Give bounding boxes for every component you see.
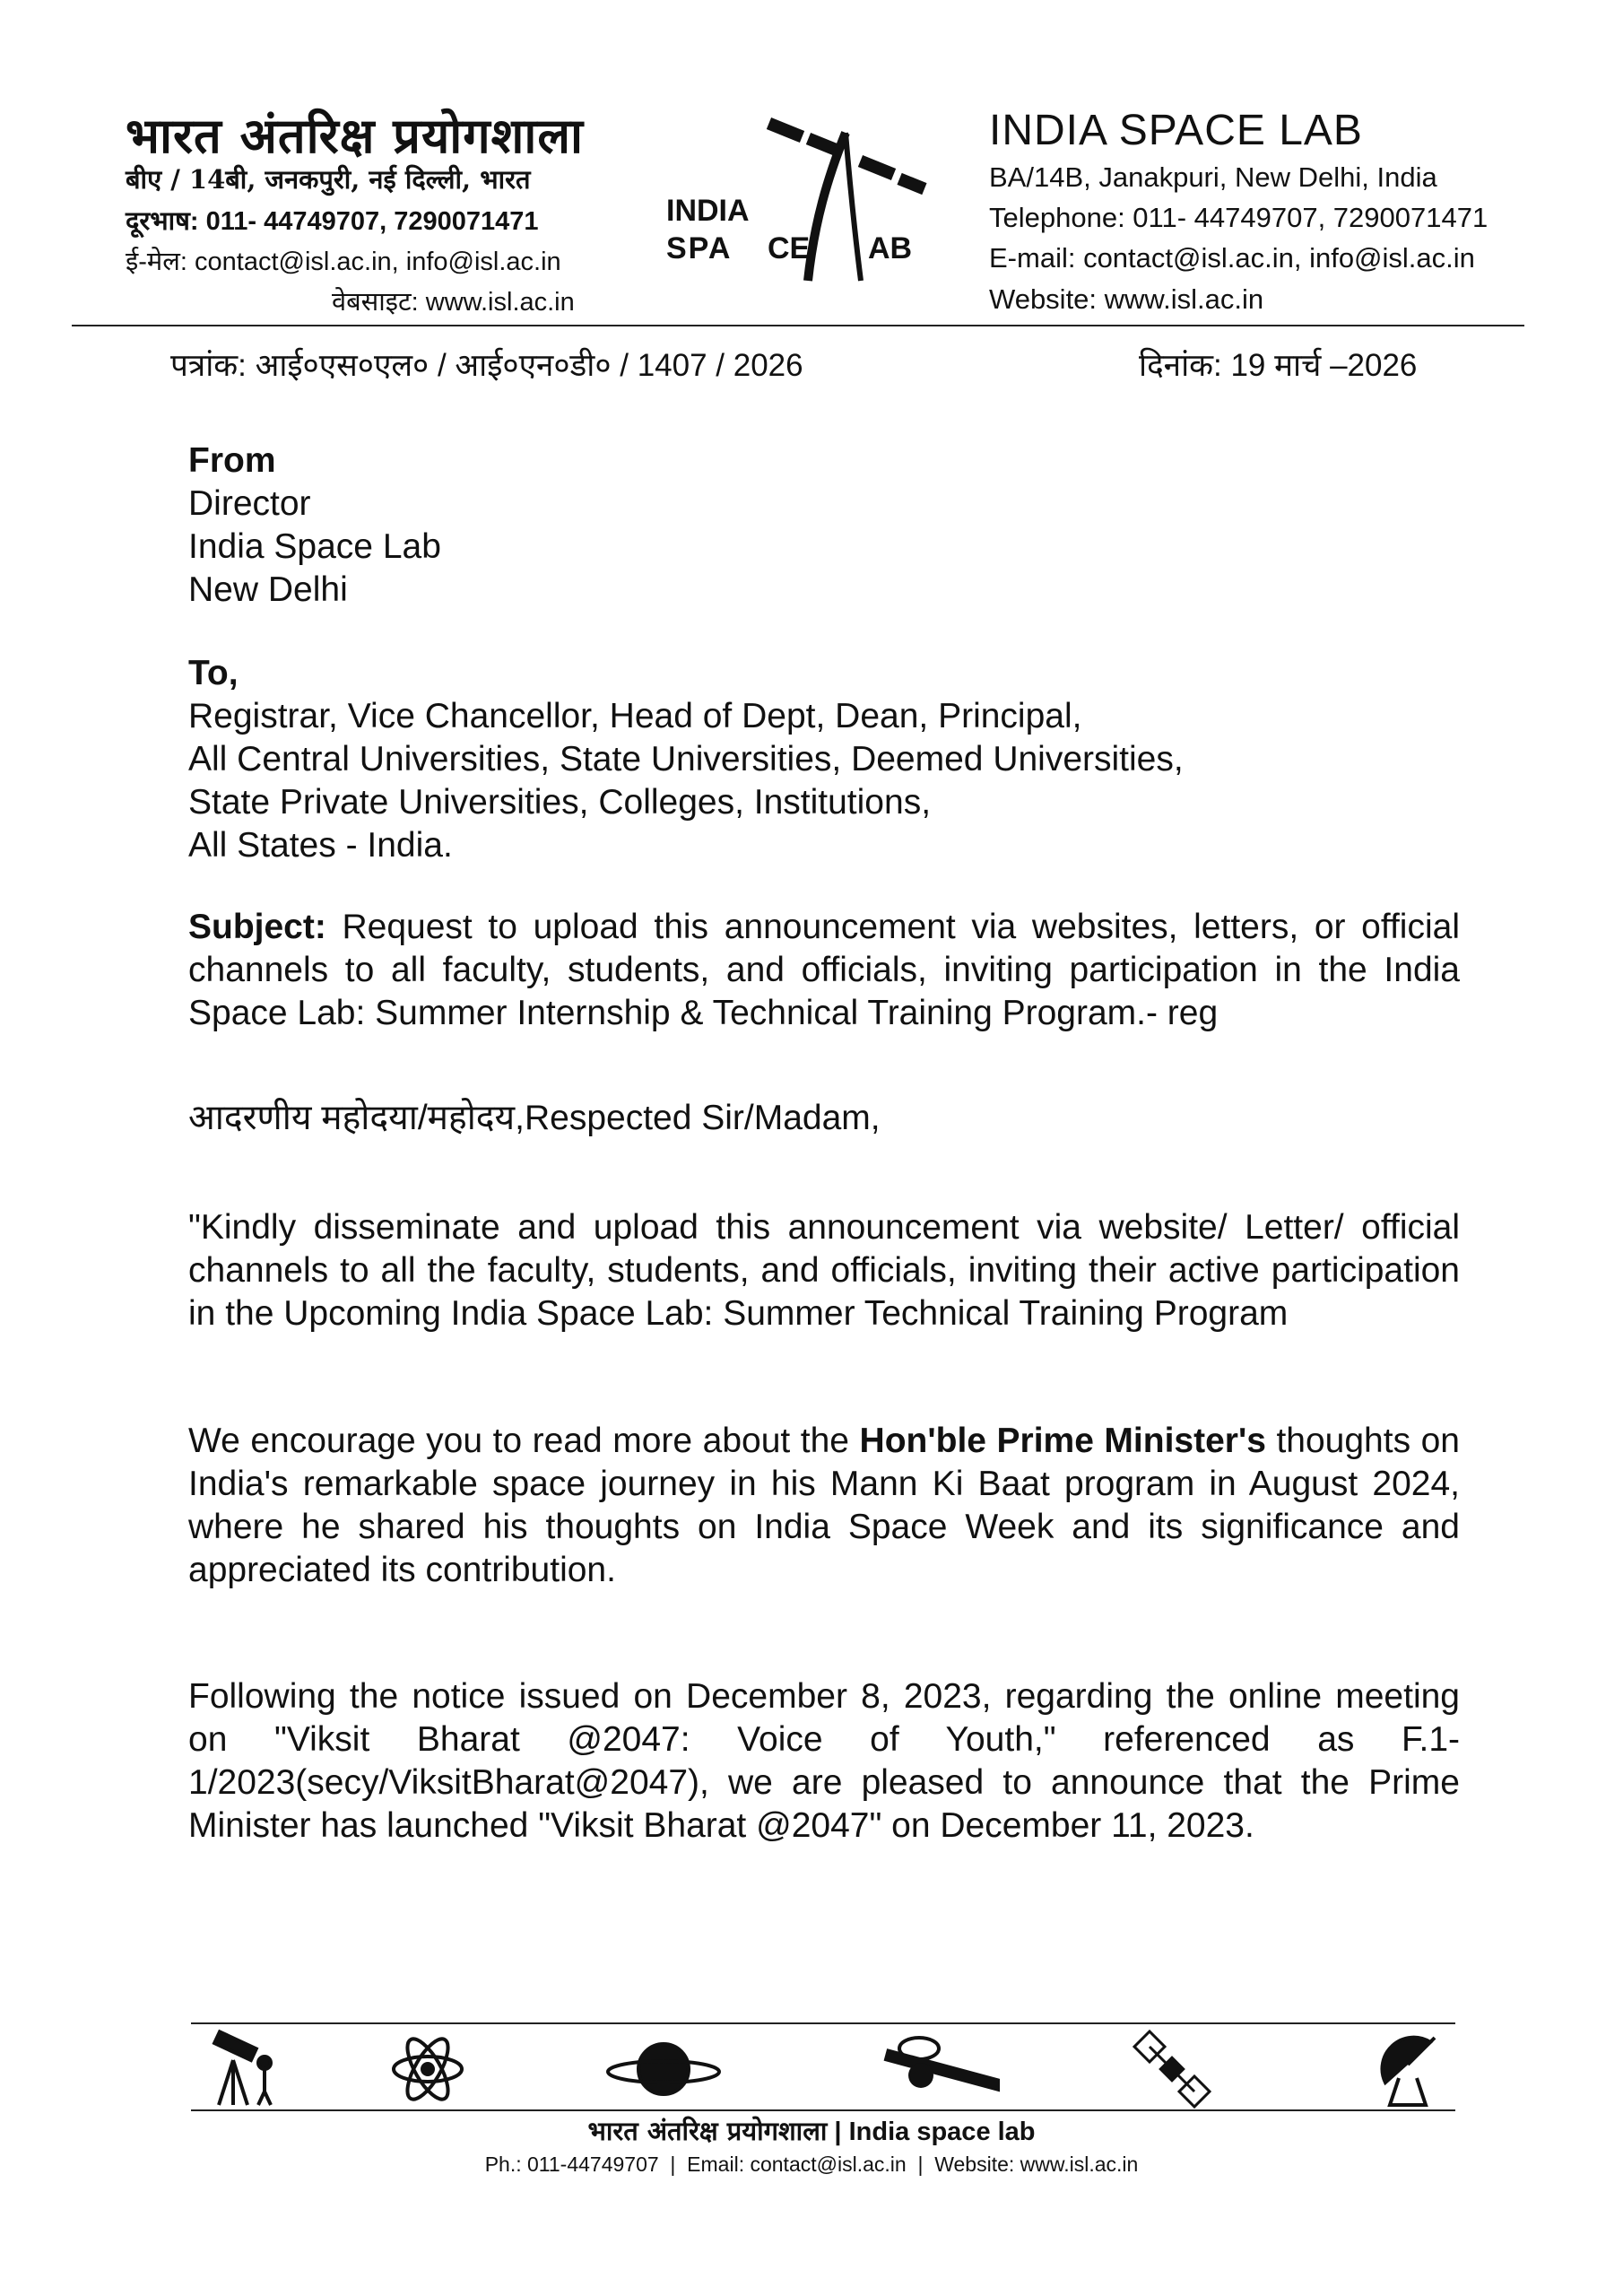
atom-icon: [387, 2029, 468, 2109]
footer-english-name: India space lab: [848, 2118, 1036, 2146]
planet-icon: [605, 2029, 722, 2109]
subject-label: Subject:: [188, 908, 326, 946]
india-space-lab-logo: [662, 115, 931, 303]
footer-separator: |: [827, 2118, 849, 2146]
to-line: All States - India.: [188, 826, 453, 865]
english-email: E-mail: contact@isl.ac.in, info@isl.ac.in: [989, 242, 1475, 274]
para2-bold-text: Hon'ble Prime Minister's: [859, 1422, 1266, 1460]
hindi-email: ई-मेल: contact@isl.ac.in, info@isl.ac.in: [126, 248, 561, 276]
satellite-dish-icon: [865, 2029, 1000, 2109]
footer-contact-line: Ph.: 011-44749707 | Email: contact@isl.ac.in | Website: www.isl.ac.in: [484, 2152, 1139, 2176]
hindi-phone: दूरभाष: 011- 44749707, 7290071471: [126, 207, 539, 236]
english-website: Website: www.isl.ac.in: [989, 283, 1264, 315]
paragraph-disseminate: "Kindly disseminate and upload this announcement via website/ Letter/ official channels to all the faculty, students, and officials, inviting their active participation in the Upcoming India Space Lab: Summer Technical Training Program: [188, 1208, 1460, 1333]
para2-text: We encourage you to read more about the: [188, 1422, 860, 1460]
para2-text: thoughts on India's remarkable space journey in his Mann Ki Baat program in August 2024, where he shared his thoughts on India Space Week and its significance and appreciated its contribution.: [188, 1422, 1460, 1589]
footer-org-line: [0, 2113, 1623, 2148]
footer-hindi-name: भारत अंतरिक्ष प्रयोगशाला: [587, 2116, 828, 2146]
logo-text-india: INDIA: [666, 194, 750, 228]
english-address: BA/14B, Janakpuri, New Delhi, India: [989, 161, 1437, 193]
from-line: India Space Lab: [188, 527, 441, 566]
reference-number: पत्रांक: आई०एस०एल० / आई०एन०डी० / 1407 / 2026: [170, 348, 803, 383]
to-label: To,: [188, 654, 239, 692]
english-phone: Telephone: 011- 44749707, 7290071471: [989, 202, 1488, 233]
subject-paragraph: [188, 906, 1460, 1035]
hindi-website: वेबसाइट: www.isl.ac.in: [332, 288, 575, 317]
subject-text: Request to upload this announcement via websites, letters, or official channels to all faculty, students, and officials, inviting participation in the India Space Lab: Summer Internship & Technical Training Program.- reg: [188, 908, 1460, 1032]
footer-top-rule: [191, 2022, 1455, 2024]
from-label: From: [188, 441, 276, 480]
header-divider: [72, 325, 1524, 326]
to-line: All Central Universities, State Universities, Deemed Universities,: [188, 740, 1184, 778]
hindi-org-name: भारत अंतरिक्ष प्रयोगशाला: [126, 107, 584, 164]
telescope-icon: [206, 2029, 287, 2109]
hindi-address: बीए / 14बी, जनकपुरी, नई दिल्ली, भारत: [126, 164, 531, 195]
from-line: New Delhi: [188, 570, 348, 609]
english-org-name: INDIA SPACE LAB: [989, 107, 1363, 154]
footer-bottom-rule: [191, 2109, 1455, 2111]
from-line: Director: [188, 484, 311, 523]
to-line: State Private Universities, Colleges, Institutions,: [188, 783, 932, 822]
salutation: आदरणीय महोदया/महोदय,Respected Sir/Madam,: [188, 1099, 881, 1137]
svg-text:AB: AB: [868, 231, 913, 265]
paragraph-prime-minister: [188, 1420, 1460, 1592]
to-line: Registrar, Vice Chancellor, Head of Dept, Dean, Principal,: [188, 697, 1082, 735]
svg-text:SPA: SPA: [666, 231, 733, 265]
radar-dish-icon: [1372, 2029, 1453, 2109]
svg-text:CE: CE: [768, 231, 811, 265]
paragraph-viksit-bharat: Following the notice issued on December 8, 2023, regarding the online meeting on "Viksit Bharat @2047: Voice of Youth," referenced as F.1-1/2023(secy/ViksitBharat@2047), we are pleased to announce that the Prime Minister has launched "Viksit Bharat @2047" on December 11, 2023.: [188, 1677, 1460, 1845]
satellite-icon: [1132, 2029, 1212, 2109]
letter-date: दिनांक: 19 मार्च –2026: [1139, 348, 1418, 383]
